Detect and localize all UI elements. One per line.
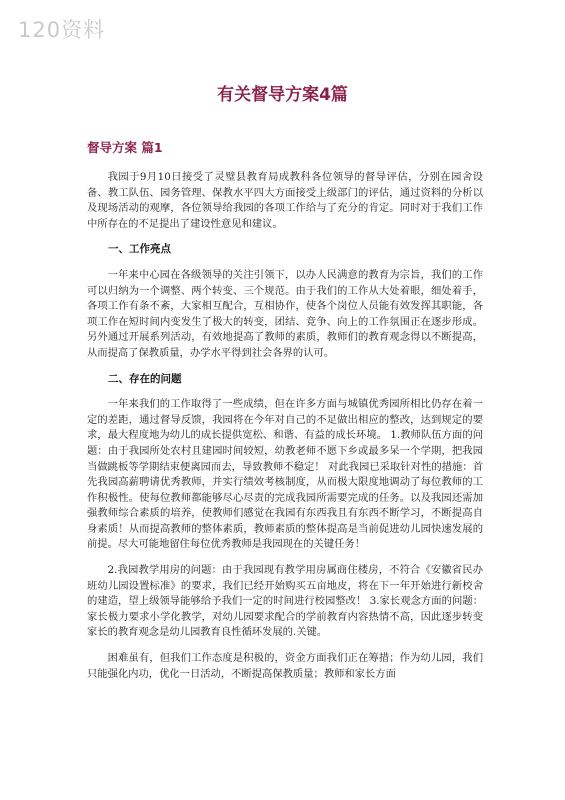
section-heading: 督导方案 篇1 [87, 140, 163, 155]
document-title: 有关督导方案4篇 [217, 85, 348, 105]
problems-paragraph: 一年来我们的工作取得了一些成绩，但在许多方面与城镇优秀园所相比仍存在着一定的差距，通过督导反馈，我园将在今年对自己的不足做出相应的整改，达到规定的要求，最大程度地为幼儿的成长提供宽松、和谐、有益的成长环境。 1.教师队伍方面的问题：由于我园所处农村且建园时间较短，幼教老师不愿下乡或最多呆一个学期，把我园当做跳板等学期结束便离园而去，导致教师不稳定！ 对此我园已采取针对性的措施：首先我园高薪聘请优秀教师，并实行绩效考核制度，从而极大限度地调动了每位教师的工作积极性。使每位教师都能够尽心尽责的完成我园所需要完成的任务。以及我园还需加强教师综合素质的培养，使教师们感觉在我园有东西我且有东西不断学习，不断提高自身素质！从而提高教师的整体素质，教师素质的整体提高是当前促进幼儿园快速发展的前提。尽大可能地留住每位优秀教师是我园现在的关键任务！ [87, 398, 483, 551]
subheading-problems: 二、存在的问题 [108, 372, 182, 385]
building-paragraph: 2.我园教学用房的问题：由于我园现有教学用房属商住楼房，不符合《安徽省民办班幼儿园设置标准》的要求，我们已经开始购买五亩地皮，将在下一年开始进行新校舍的建造，望上级领导能够给予我们一定的时间进行校园整改！ 3.家长观念方面的问题：家长极力要求小学化教学，对幼儿园要求配合的学前教育内容热情不高，因此逐步转变家长的教育观念是幼儿园教育良性循环发展的.关键。 [87, 564, 483, 639]
watermark-logo: 120资料 [18, 18, 106, 42]
highlights-paragraph: 一年来中心园在各级领导的关注引领下，以办人民满意的教育为宗旨，我们的工作可以归纳为一个调整、两个转变、三个规范。由于我们的工作从大处着眼，细处着手，各项工作有条不紊，大家相互配合，互相协作，使各个岗位人员能有效发挥其职能，各项工作在短时间内变发生了极大的转变，团结、竞争、向上的工作氛围正在逐步形成。另外通过开展系列活动，有效地提高了教师的素质，教师们的教育观念得以不断提高，从而提高了保教质量，办学水平得到社会各界的认可。 [87, 268, 483, 359]
intro-paragraph: 我园于9月10日接受了灵璧县教育局成教科各位领导的督导评估，分别在园舍设备、教工队伍、园务管理、保教水平四大方面接受上级部门的评估，通过资料的分析以及现场活动的观摩，各位领导给我园的各项工作给与了充分的肯定。同时对于我们工作中所存在的不足提出了建设性意见和建议。 [87, 171, 483, 230]
subheading-highlights: 一、工作亮点 [108, 243, 171, 256]
closing-paragraph: 困难虽有，但我们工作态度是积极的，资金方面我们正在筹措；作为幼儿园，我们只能强化内功，优化一日活动，不断提高保教质量；教师和家长方面 [87, 652, 483, 680]
document-body [87, 170, 483, 692]
